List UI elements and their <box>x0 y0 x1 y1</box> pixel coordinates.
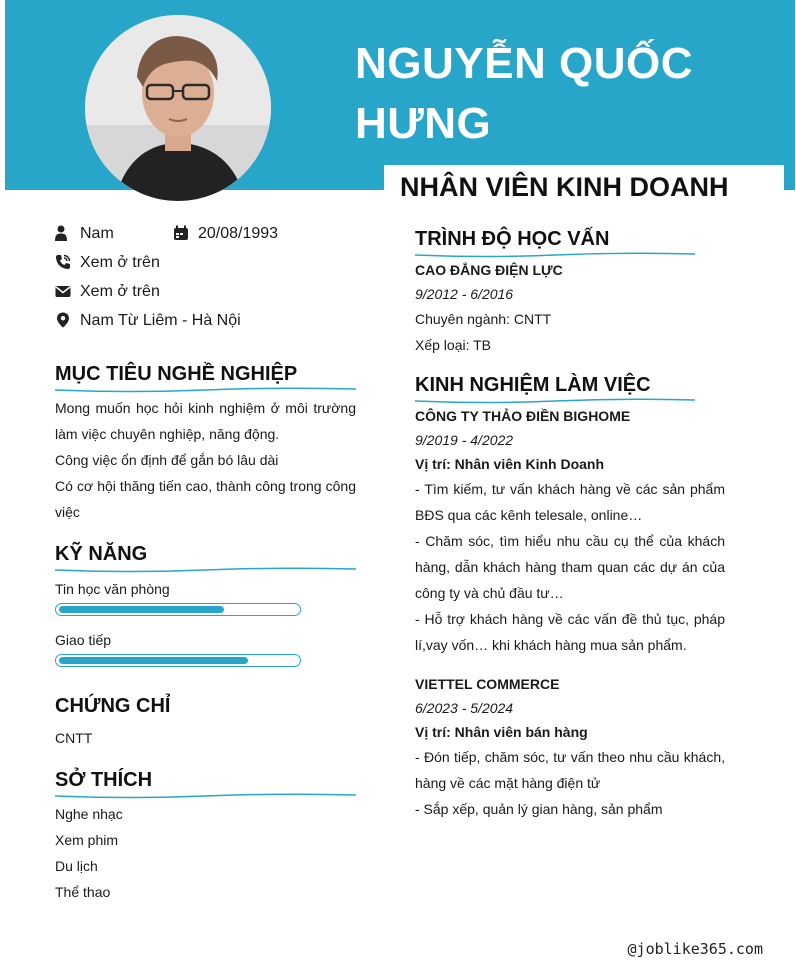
avatar <box>85 15 271 201</box>
left-column <box>55 222 356 905</box>
location-pin-icon <box>55 312 71 328</box>
job-period: 6/2023 - 5/2024 <box>415 700 514 716</box>
name-line-2: HƯNG <box>355 99 492 148</box>
calendar-icon <box>173 225 189 241</box>
section-underline <box>55 793 356 799</box>
right-column <box>415 226 725 822</box>
job-duty: - Sắp xếp, quản lý gian hàng, sản phẩm <box>415 801 663 817</box>
experience-section <box>415 372 725 822</box>
hobby-item: Nghe nhạc <box>55 806 123 822</box>
section-title-skills: KỸ NĂNG <box>55 543 148 565</box>
job-entry <box>415 404 725 658</box>
contact-row-gender-birth <box>55 222 356 251</box>
education-grade: Xếp loại: TB <box>415 337 492 353</box>
section-underline <box>55 387 356 393</box>
phone-value: Xem ở trên <box>80 254 160 271</box>
name-line-1: NGUYỄN QUỐC <box>355 39 693 88</box>
education-major: Chuyên ngành: CNTT <box>415 311 552 327</box>
objective-line: Có cơ hội thăng tiến cao, thành công trong công việc <box>55 478 356 520</box>
full-name <box>355 34 755 154</box>
skill-label: Tin học văn phòng <box>55 581 170 597</box>
watermark: @joblike365.com <box>627 940 763 958</box>
skill-bar <box>55 603 301 616</box>
certificate-item: CNTT <box>55 730 93 746</box>
birthdate-value: 20/08/1993 <box>198 225 279 242</box>
job-duty: - Hỗ trợ khách hàng về các vấn đề thủ tục, pháp lí,vay vốn… khi khách hàng mua sản phẩm. <box>415 611 725 653</box>
phone-icon <box>55 254 71 270</box>
job-title: NHÂN VIÊN KINH DOANH <box>400 172 729 202</box>
objective-line: Công việc ổn định để gắn bó lâu dài <box>55 452 279 468</box>
person-icon <box>55 225 71 241</box>
skills-section <box>55 541 356 667</box>
skill-label: Giao tiếp <box>55 632 112 648</box>
job-entry <box>415 672 725 822</box>
hobbies-section <box>55 767 356 905</box>
school-name: CAO ĐẲNG ĐIỆN LỰC <box>415 262 563 278</box>
objective-line: Mong muốn học hỏi kinh nghiệm ở môi trường làm việc chuyên nghiệp, năng động. <box>55 400 356 442</box>
section-title-hobbies: SỞ THÍCH <box>55 769 153 791</box>
hobby-item: Xem phim <box>55 832 119 848</box>
job-duty: - Tìm kiếm, tư vấn khách hàng về các sản phẩm BĐS qua các kênh telesale, online… <box>415 481 725 523</box>
envelope-icon <box>55 283 71 299</box>
job-period: 9/2019 - 4/2022 <box>415 432 514 448</box>
job-duty: - Chăm sóc, tìm hiểu nhu cầu cụ thể của khách hàng, dẫn khách hàng tham quan các dự án của công ty và chủ đầu tư… <box>415 533 725 601</box>
skill-bar-fill <box>59 606 224 613</box>
email-value: Xem ở trên <box>80 283 160 300</box>
section-title-education: TRÌNH ĐỘ HỌC VẤN <box>415 228 610 250</box>
contact-row-email <box>55 280 356 309</box>
section-title-experience: KINH NGHIỆM LÀM VIỆC <box>415 374 651 396</box>
contact-row-phone <box>55 251 356 280</box>
skill-bar <box>55 654 301 667</box>
job-role: Vị trí: Nhân viên bán hàng <box>415 724 588 740</box>
objective-section <box>55 361 356 525</box>
job-duty: - Đón tiếp, chăm sóc, tư vấn theo nhu cầu khách, hàng về các mặt hàng điện tử <box>415 749 725 791</box>
contact-row-address <box>55 309 356 338</box>
job-role: Vị trí: Nhân viên Kinh Doanh <box>415 456 605 472</box>
job-title-box <box>384 165 784 211</box>
section-title-certificates: CHỨNG CHỈ <box>55 695 171 717</box>
address-value: Nam Từ Liêm - Hà Nội <box>80 312 241 329</box>
skill-bar-fill <box>59 657 248 664</box>
education-period: 9/2012 - 6/2016 <box>415 286 514 302</box>
gender-value: Nam <box>80 225 114 242</box>
company-name: VIETTEL COMMERCE <box>415 676 560 692</box>
hobby-item: Du lịch <box>55 858 98 874</box>
company-name: CÔNG TY THẢO ĐIỀN BIGHOME <box>415 408 631 424</box>
section-underline <box>55 567 356 573</box>
certificates-section <box>55 693 356 751</box>
hobby-item: Thể thao <box>55 884 111 900</box>
education-section <box>415 226 725 358</box>
section-title-objective: MỤC TIÊU NGHỀ NGHIỆP <box>55 363 298 385</box>
